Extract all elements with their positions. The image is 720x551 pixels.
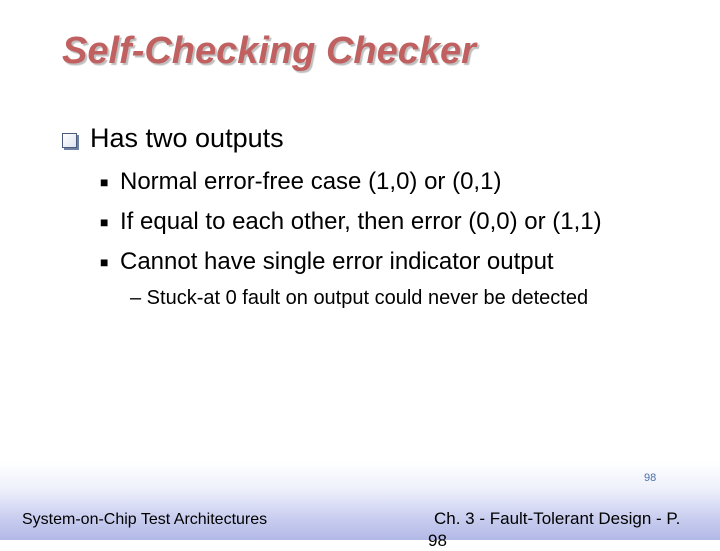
bullet-single-indicator (100, 248, 554, 276)
bullet-text: Cannot have single error indicator output (120, 248, 554, 275)
bullet-text: Has two outputs (90, 123, 284, 153)
bullet-normal-case (100, 168, 501, 196)
slide-title: Self-Checking Checker (62, 30, 476, 72)
square-bullet-icon: ■ (100, 214, 109, 230)
footer-page-wrap: 98 (428, 531, 447, 550)
bullet-has-two-outputs (62, 123, 284, 154)
bullet-text: If equal to each other, then error (0,0) or (1,1) (120, 208, 602, 235)
square-bullet-icon: ■ (100, 174, 109, 190)
footer-chapter: Ch. 3 - Fault-Tolerant Design - P. (434, 509, 681, 528)
page-number: 98 (644, 472, 657, 484)
checkbox-bullet-icon (62, 133, 77, 148)
bullet-text: Normal error-free case (1,0) or (0,1) (120, 168, 502, 195)
footer-book-title: System-on-Chip Test Architectures (22, 511, 268, 528)
bullet-equal-error (100, 208, 602, 236)
square-bullet-icon: ■ (100, 254, 109, 270)
sub-bullet-stuck-at: – Stuck-at 0 fault on output could never be detected (130, 287, 589, 309)
